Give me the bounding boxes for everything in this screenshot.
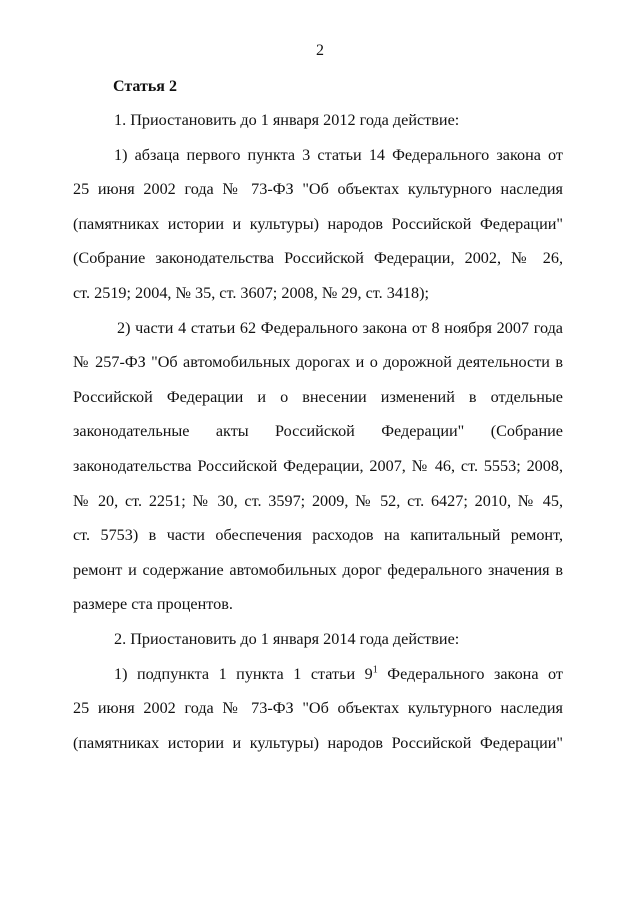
paragraph-2-line: 2. Приостановить до 1 января 2014 года действие:	[114, 629, 460, 648]
document-body	[73, 103, 563, 760]
paragraph-2-item-1-line-3: (памятниках истории и культуры) народов Российской Федерации"	[73, 733, 563, 752]
paragraph-2	[73, 622, 563, 657]
paragraph-1-item-1-line-2: 25 июня 2002 года № 73-ФЗ "Об объектах культурного наследия	[73, 180, 563, 199]
paragraph-1-item-1-line-4: (Собрание законодательства Российской Федерации, 2002, № 26,	[73, 249, 563, 268]
paragraph-2-item-1-line-1-end: Федерального закона от	[377, 664, 563, 683]
paragraph-1-item-2-line-3: Российской Федерации и о внесении изменений в отдельные	[73, 387, 563, 406]
paragraph-1-item-1-line-5: ст. 2519; 2004, № 35, ст. 3607; 2008, № 29, ст. 3418);	[73, 283, 429, 302]
paragraph-1-item-1	[73, 138, 563, 311]
paragraph-1-item-2-line-7: ст. 5753) в части обеспечения расходов на капитальный ремонт,	[73, 526, 563, 545]
paragraph-2-item-1-line-1	[73, 657, 563, 692]
paragraph-1-line: 1. Приостановить до 1 января 2012 года действие:	[114, 111, 460, 129]
paragraph-2-item-1-line-2: 25 июня 2002 года № 73-ФЗ "Об объектах культурного наследия	[73, 699, 563, 718]
paragraph-1-item-2-line-6: № 20, ст. 2251; № 30, ст. 3597; 2009, № 52, ст. 6427; 2010, № 45,	[73, 491, 563, 510]
paragraph-1-item-2-line-9: размере ста процентов.	[73, 595, 233, 614]
paragraph-1-item-2-line-8: ремонт и содержание автомобильных дорог федерального значения в	[73, 560, 563, 579]
article-heading: Статья 2	[113, 78, 177, 95]
paragraph-1-item-1-line-3: (памятниках истории и культуры) народов Российской Федерации"	[73, 214, 563, 233]
paragraph-1-item-2-line-4: законодательные акты Российской Федерации" (Собрание	[73, 422, 563, 441]
paragraph-2-item-1	[73, 657, 563, 761]
paragraph-1-item-2	[73, 311, 563, 622]
paragraph-1-item-2-line-5: законодательства Российской Федерации, 2007, № 46, ст. 5553; 2008,	[73, 456, 563, 475]
paragraph-2-item-1-line-1-start: 1) подпункта 1 пункта 1 статьи 9	[114, 664, 373, 683]
paragraph-1-item-2-line-1: 2) части 4 статьи 62 Федерального закона от 8 ноября 2007 года	[117, 318, 563, 337]
page-number: 2	[316, 42, 324, 59]
paragraph-1	[73, 103, 563, 138]
superscript-index: 1	[372, 664, 378, 676]
paragraph-1-item-1-line-1: 1) абзаца первого пункта 3 статьи 14 Федерального закона от	[114, 145, 563, 164]
paragraph-1-item-2-line-2: № 257-ФЗ "Об автомобильных дорогах и о дорожной деятельности в	[73, 353, 563, 372]
